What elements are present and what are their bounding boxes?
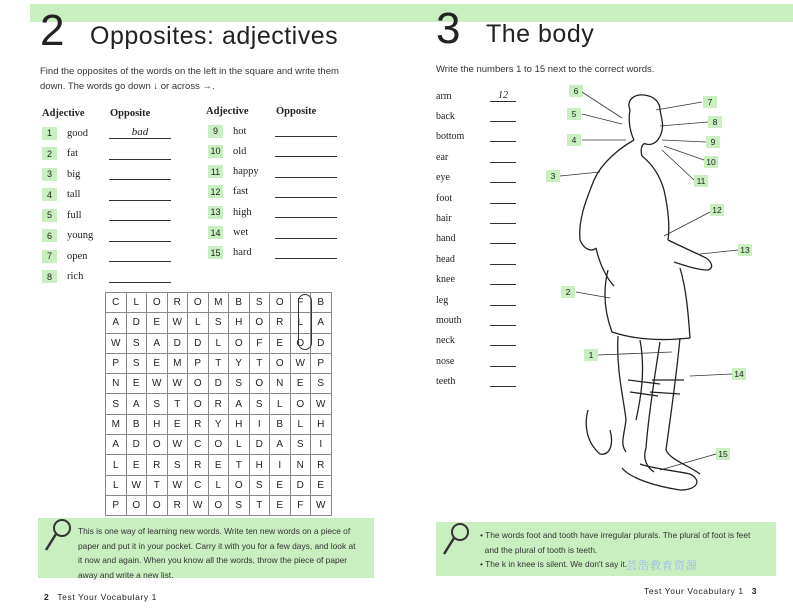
figure-label: 7 <box>703 96 717 108</box>
figure-label: 2 <box>561 286 575 298</box>
grid-cell[interactable]: C <box>188 435 209 455</box>
grid-cell[interactable]: E <box>126 455 147 475</box>
body-word: leg <box>436 294 449 306</box>
unit-number: 3 <box>436 4 461 53</box>
grid-cell[interactable]: Y <box>208 414 229 434</box>
tip-text: The words foot and tooth have irregular plurals. The plural of foot is feet <box>485 530 751 540</box>
grid-cell[interactable]: D <box>311 333 332 353</box>
grid-cell[interactable]: L <box>126 293 147 313</box>
grid-cell[interactable]: A <box>106 435 127 455</box>
grid-cell[interactable]: E <box>290 374 311 394</box>
item-number: 13 <box>208 206 223 219</box>
grid-cell[interactable]: N <box>270 374 291 394</box>
grid-cell[interactable]: O <box>229 333 250 353</box>
grid-cell[interactable]: B <box>126 414 147 434</box>
grid-cell[interactable]: T <box>249 495 270 515</box>
grid-cell[interactable]: A <box>126 394 147 414</box>
grid-cell[interactable]: O <box>290 333 311 353</box>
grid-cell[interactable]: I <box>311 435 332 455</box>
figure-label: 11 <box>694 175 708 187</box>
grid-cell[interactable]: E <box>270 475 291 495</box>
grid-cell[interactable]: D <box>208 374 229 394</box>
grid-cell[interactable]: E <box>208 455 229 475</box>
item-number: 1 <box>42 127 57 140</box>
grid-cell[interactable]: O <box>188 394 209 414</box>
grid-cell[interactable]: R <box>188 455 209 475</box>
grid-cell[interactable]: O <box>208 495 229 515</box>
figure-label: 14 <box>732 368 746 380</box>
grid-cell[interactable]: E <box>167 414 188 434</box>
figure-label: 8 <box>708 116 722 128</box>
grid-cell[interactable]: H <box>229 414 250 434</box>
grid-cell[interactable]: N <box>106 374 127 394</box>
grid-cell[interactable]: R <box>208 394 229 414</box>
grid-cell[interactable]: D <box>188 333 209 353</box>
grid-cell[interactable]: L <box>270 394 291 414</box>
grid-cell[interactable]: A <box>229 394 250 414</box>
tip-line: • The words foot and tooth have irregular plurals. The plural of foot is feet <box>480 530 751 540</box>
item-number: 9 <box>208 125 223 138</box>
tip-text: and the plural of tooth is teeth. <box>484 544 598 555</box>
grid-cell[interactable]: A <box>147 333 168 353</box>
item-number: 5 <box>42 209 57 222</box>
unit-title: Opposites: adjectives <box>90 22 339 50</box>
answer-blank[interactable]: 12 <box>490 91 516 102</box>
grid-cell[interactable]: A <box>311 313 332 333</box>
answer-blank[interactable]: bad <box>109 127 171 139</box>
grid-cell[interactable]: L <box>229 435 250 455</box>
footer-title: Test Your Vocabulary 1 <box>57 592 158 602</box>
grid-cell[interactable]: W <box>188 495 209 515</box>
grid-cell[interactable]: W <box>167 313 188 333</box>
grid-cell[interactable]: D <box>249 435 270 455</box>
grid-cell[interactable]: O <box>208 435 229 455</box>
figure-label: 3 <box>546 170 560 182</box>
grid-cell[interactable]: H <box>147 414 168 434</box>
item-number: 12 <box>208 185 223 198</box>
grid-cell[interactable]: L <box>290 313 311 333</box>
item-number: 4 <box>42 188 57 201</box>
tip-line: paper and put it in your pocket. Carry it with you for a few days, and look at <box>78 540 356 551</box>
grid-cell[interactable]: P <box>106 495 127 515</box>
grid-cell[interactable]: O <box>147 495 168 515</box>
grid-cell[interactable]: D <box>126 435 147 455</box>
grid-cell[interactable]: I <box>270 455 291 475</box>
instruction-line: Find the opposites of the words on the left in the square and write them <box>40 66 339 77</box>
grid-cell[interactable]: S <box>229 374 250 394</box>
tip-line: it now and again. When you know all the words, throw the piece of paper <box>78 555 348 565</box>
body-word: back <box>436 110 455 122</box>
body-word: mouth <box>436 314 462 326</box>
grid-cell[interactable]: L <box>208 333 229 353</box>
grid-cell[interactable]: B <box>311 293 332 313</box>
page-number: 2 <box>44 592 50 602</box>
body-word: head <box>436 253 455 265</box>
grid-cell[interactable]: R <box>147 455 168 475</box>
grid-cell[interactable]: A <box>270 435 291 455</box>
grid-cell[interactable]: W <box>167 435 188 455</box>
grid-cell[interactable]: M <box>208 293 229 313</box>
grid-cell[interactable]: P <box>106 353 127 373</box>
magnifier-icon <box>440 522 470 558</box>
grid-cell[interactable]: E <box>311 475 332 495</box>
adjective-word: wet <box>233 227 249 238</box>
grid-cell[interactable]: T <box>229 455 250 475</box>
figure-label: 15 <box>716 448 730 460</box>
grid-cell[interactable]: L <box>106 475 127 495</box>
figure-label: 9 <box>706 136 720 148</box>
adjective-word: old <box>233 145 247 157</box>
grid-cell[interactable]: E <box>270 495 291 515</box>
adjective-word: happy <box>233 166 259 178</box>
figure-label: 4 <box>567 134 581 146</box>
grid-cell[interactable]: F <box>290 495 311 515</box>
figure-label: 10 <box>704 156 718 168</box>
figure-label: 13 <box>738 244 752 256</box>
grid-cell[interactable]: W <box>126 475 147 495</box>
body-word: arm <box>436 90 452 102</box>
grid-cell[interactable]: R <box>270 313 291 333</box>
grid-cell[interactable]: O <box>188 293 209 313</box>
grid-cell[interactable]: O <box>270 293 291 313</box>
adjective-word: young <box>67 230 94 241</box>
body-word: foot <box>436 192 453 204</box>
tip-line <box>480 543 776 558</box>
body-word: bottom <box>436 131 465 143</box>
grid-cell[interactable]: T <box>249 353 270 373</box>
tip-line: • The k in knee is silent. We don't say it. <box>480 559 628 569</box>
grid-cell[interactable]: L <box>290 414 311 434</box>
item-number: 2 <box>42 147 57 160</box>
item-number: 7 <box>42 250 57 263</box>
grid-cell[interactable]: W <box>147 374 168 394</box>
adjective-word: full <box>67 209 82 221</box>
body-word: ear <box>436 151 449 163</box>
item-number: 14 <box>208 226 223 239</box>
grid-cell[interactable]: O <box>126 495 147 515</box>
unit-title: The body <box>486 20 595 48</box>
grid-cell[interactable]: O <box>249 374 270 394</box>
grid-cell[interactable]: L <box>106 455 127 475</box>
instruction-line: down. The words go down ↓ or across →. <box>40 81 215 92</box>
grid-cell[interactable]: F <box>249 333 270 353</box>
grid-cell[interactable]: N <box>290 455 311 475</box>
grid-cell[interactable]: L <box>188 313 209 333</box>
item-number: 10 <box>208 145 223 158</box>
tip-line: away and write a new list. <box>78 569 174 580</box>
watermark: 芸浩教育资源 <box>626 560 698 572</box>
grid-cell[interactable]: O <box>147 293 168 313</box>
grid-cell[interactable]: L <box>208 475 229 495</box>
body-word: eye <box>436 172 450 184</box>
grid-cell[interactable]: O <box>147 435 168 455</box>
item-number: 11 <box>208 165 223 178</box>
grid-cell[interactable]: P <box>311 353 332 373</box>
tip-text: The k in knee is silent. We don't say it. <box>485 559 628 569</box>
grid-cell[interactable]: W <box>290 353 311 373</box>
grid-cell[interactable]: O <box>270 353 291 373</box>
figure-label: 6 <box>569 85 583 97</box>
grid-cell[interactable]: S <box>106 394 127 414</box>
body-word: neck <box>436 335 455 347</box>
body-word: nose <box>436 355 455 367</box>
unit-number: 2 <box>40 6 65 55</box>
adjective-word: rich <box>67 271 84 282</box>
adjective-word: tall <box>67 189 81 200</box>
grid-cell[interactable]: D <box>290 475 311 495</box>
body-word: knee <box>436 274 455 286</box>
grid-cell[interactable]: I <box>249 414 270 434</box>
footer-title: Test Your Vocabulary 1 <box>644 586 744 596</box>
page-number: 3 <box>751 586 758 596</box>
grid-cell[interactable]: Y <box>229 353 250 373</box>
grid-cell[interactable]: W <box>167 475 188 495</box>
grid-cell[interactable]: W <box>311 394 332 414</box>
grid-cell[interactable]: W <box>167 374 188 394</box>
figure-label: 5 <box>567 108 581 120</box>
figure-label: 1 <box>584 349 598 361</box>
grid-cell[interactable]: O <box>188 374 209 394</box>
grid-cell[interactable]: R <box>188 414 209 434</box>
grid-cell[interactable]: H <box>311 414 332 434</box>
item-number: 3 <box>42 168 57 181</box>
grid-cell[interactable]: T <box>147 475 168 495</box>
grid-cell[interactable]: S <box>126 333 147 353</box>
tip-box <box>436 522 776 576</box>
grid-cell[interactable]: P <box>188 353 209 373</box>
grid-cell[interactable]: H <box>249 455 270 475</box>
grid-cell[interactable]: D <box>167 333 188 353</box>
adjective-word: hot <box>233 125 247 137</box>
grid-cell[interactable]: D <box>126 313 147 333</box>
column-header-opposite: Opposite <box>110 108 151 119</box>
adjective-word: high <box>233 206 252 218</box>
grid-cell[interactable]: S <box>249 293 270 313</box>
grid-cell[interactable]: A <box>106 313 127 333</box>
body-word: teeth <box>436 376 456 388</box>
grid-cell[interactable]: E <box>147 313 168 333</box>
body-word: hand <box>436 233 456 245</box>
grid-cell[interactable]: S <box>290 435 311 455</box>
footer <box>644 586 757 596</box>
item-number: 15 <box>208 246 223 259</box>
instruction: Write the numbers 1 to 15 next to the correct words. <box>436 64 655 75</box>
adjective-word: big <box>67 168 81 180</box>
adjective-word: hard <box>233 247 252 259</box>
grid-cell[interactable]: S <box>208 313 229 333</box>
grid-cell[interactable]: M <box>106 414 127 434</box>
grid-cell[interactable]: E <box>270 333 291 353</box>
grid-cell[interactable]: T <box>167 394 188 414</box>
column-header-opposite: Opposite <box>276 106 317 117</box>
grid-cell[interactable]: O <box>290 394 311 414</box>
grid-cell[interactable]: B <box>270 414 291 434</box>
item-number: 8 <box>42 270 57 283</box>
grid-cell[interactable]: H <box>229 313 250 333</box>
column-header-adjective: Adjective <box>42 108 85 119</box>
grid-cell[interactable]: O <box>229 475 250 495</box>
body-word: hair <box>436 212 452 224</box>
grid-cell[interactable]: C <box>106 293 127 313</box>
grid-cell[interactable]: B <box>229 293 250 313</box>
item-number: 6 <box>42 229 57 242</box>
grid-cell[interactable]: R <box>167 495 188 515</box>
grid-cell[interactable]: W <box>106 333 127 353</box>
grid-cell[interactable]: S <box>249 475 270 495</box>
grid-cell[interactable]: E <box>126 374 147 394</box>
grid-cell[interactable]: S <box>229 495 250 515</box>
grid-cell[interactable]: C <box>188 475 209 495</box>
adjective-word: good <box>67 127 88 139</box>
grid-cell[interactable]: E <box>147 353 168 373</box>
grid-cell[interactable]: M <box>167 353 188 373</box>
grid-cell[interactable]: R <box>167 293 188 313</box>
grid-cell[interactable]: T <box>208 353 229 373</box>
figure-label: 12 <box>710 204 724 216</box>
adjective-word: open <box>67 250 88 262</box>
grid-cell[interactable]: F <box>290 293 311 313</box>
adjective-word: fat <box>67 148 79 159</box>
grid-cell[interactable]: S <box>126 353 147 373</box>
grid-cell[interactable]: S <box>249 394 270 414</box>
grid-cell[interactable]: R <box>311 455 332 475</box>
grid-cell[interactable]: O <box>249 313 270 333</box>
grid-cell[interactable]: S <box>147 394 168 414</box>
grid-cell[interactable]: S <box>311 374 332 394</box>
adjective-word: fast <box>233 186 249 198</box>
tip-line: This is one way of learning new words. Write ten new words on a piece of <box>78 526 351 536</box>
grid-cell[interactable]: W <box>311 495 332 515</box>
column-header-adjective: Adjective <box>206 106 249 117</box>
grid-cell[interactable]: S <box>167 455 188 475</box>
